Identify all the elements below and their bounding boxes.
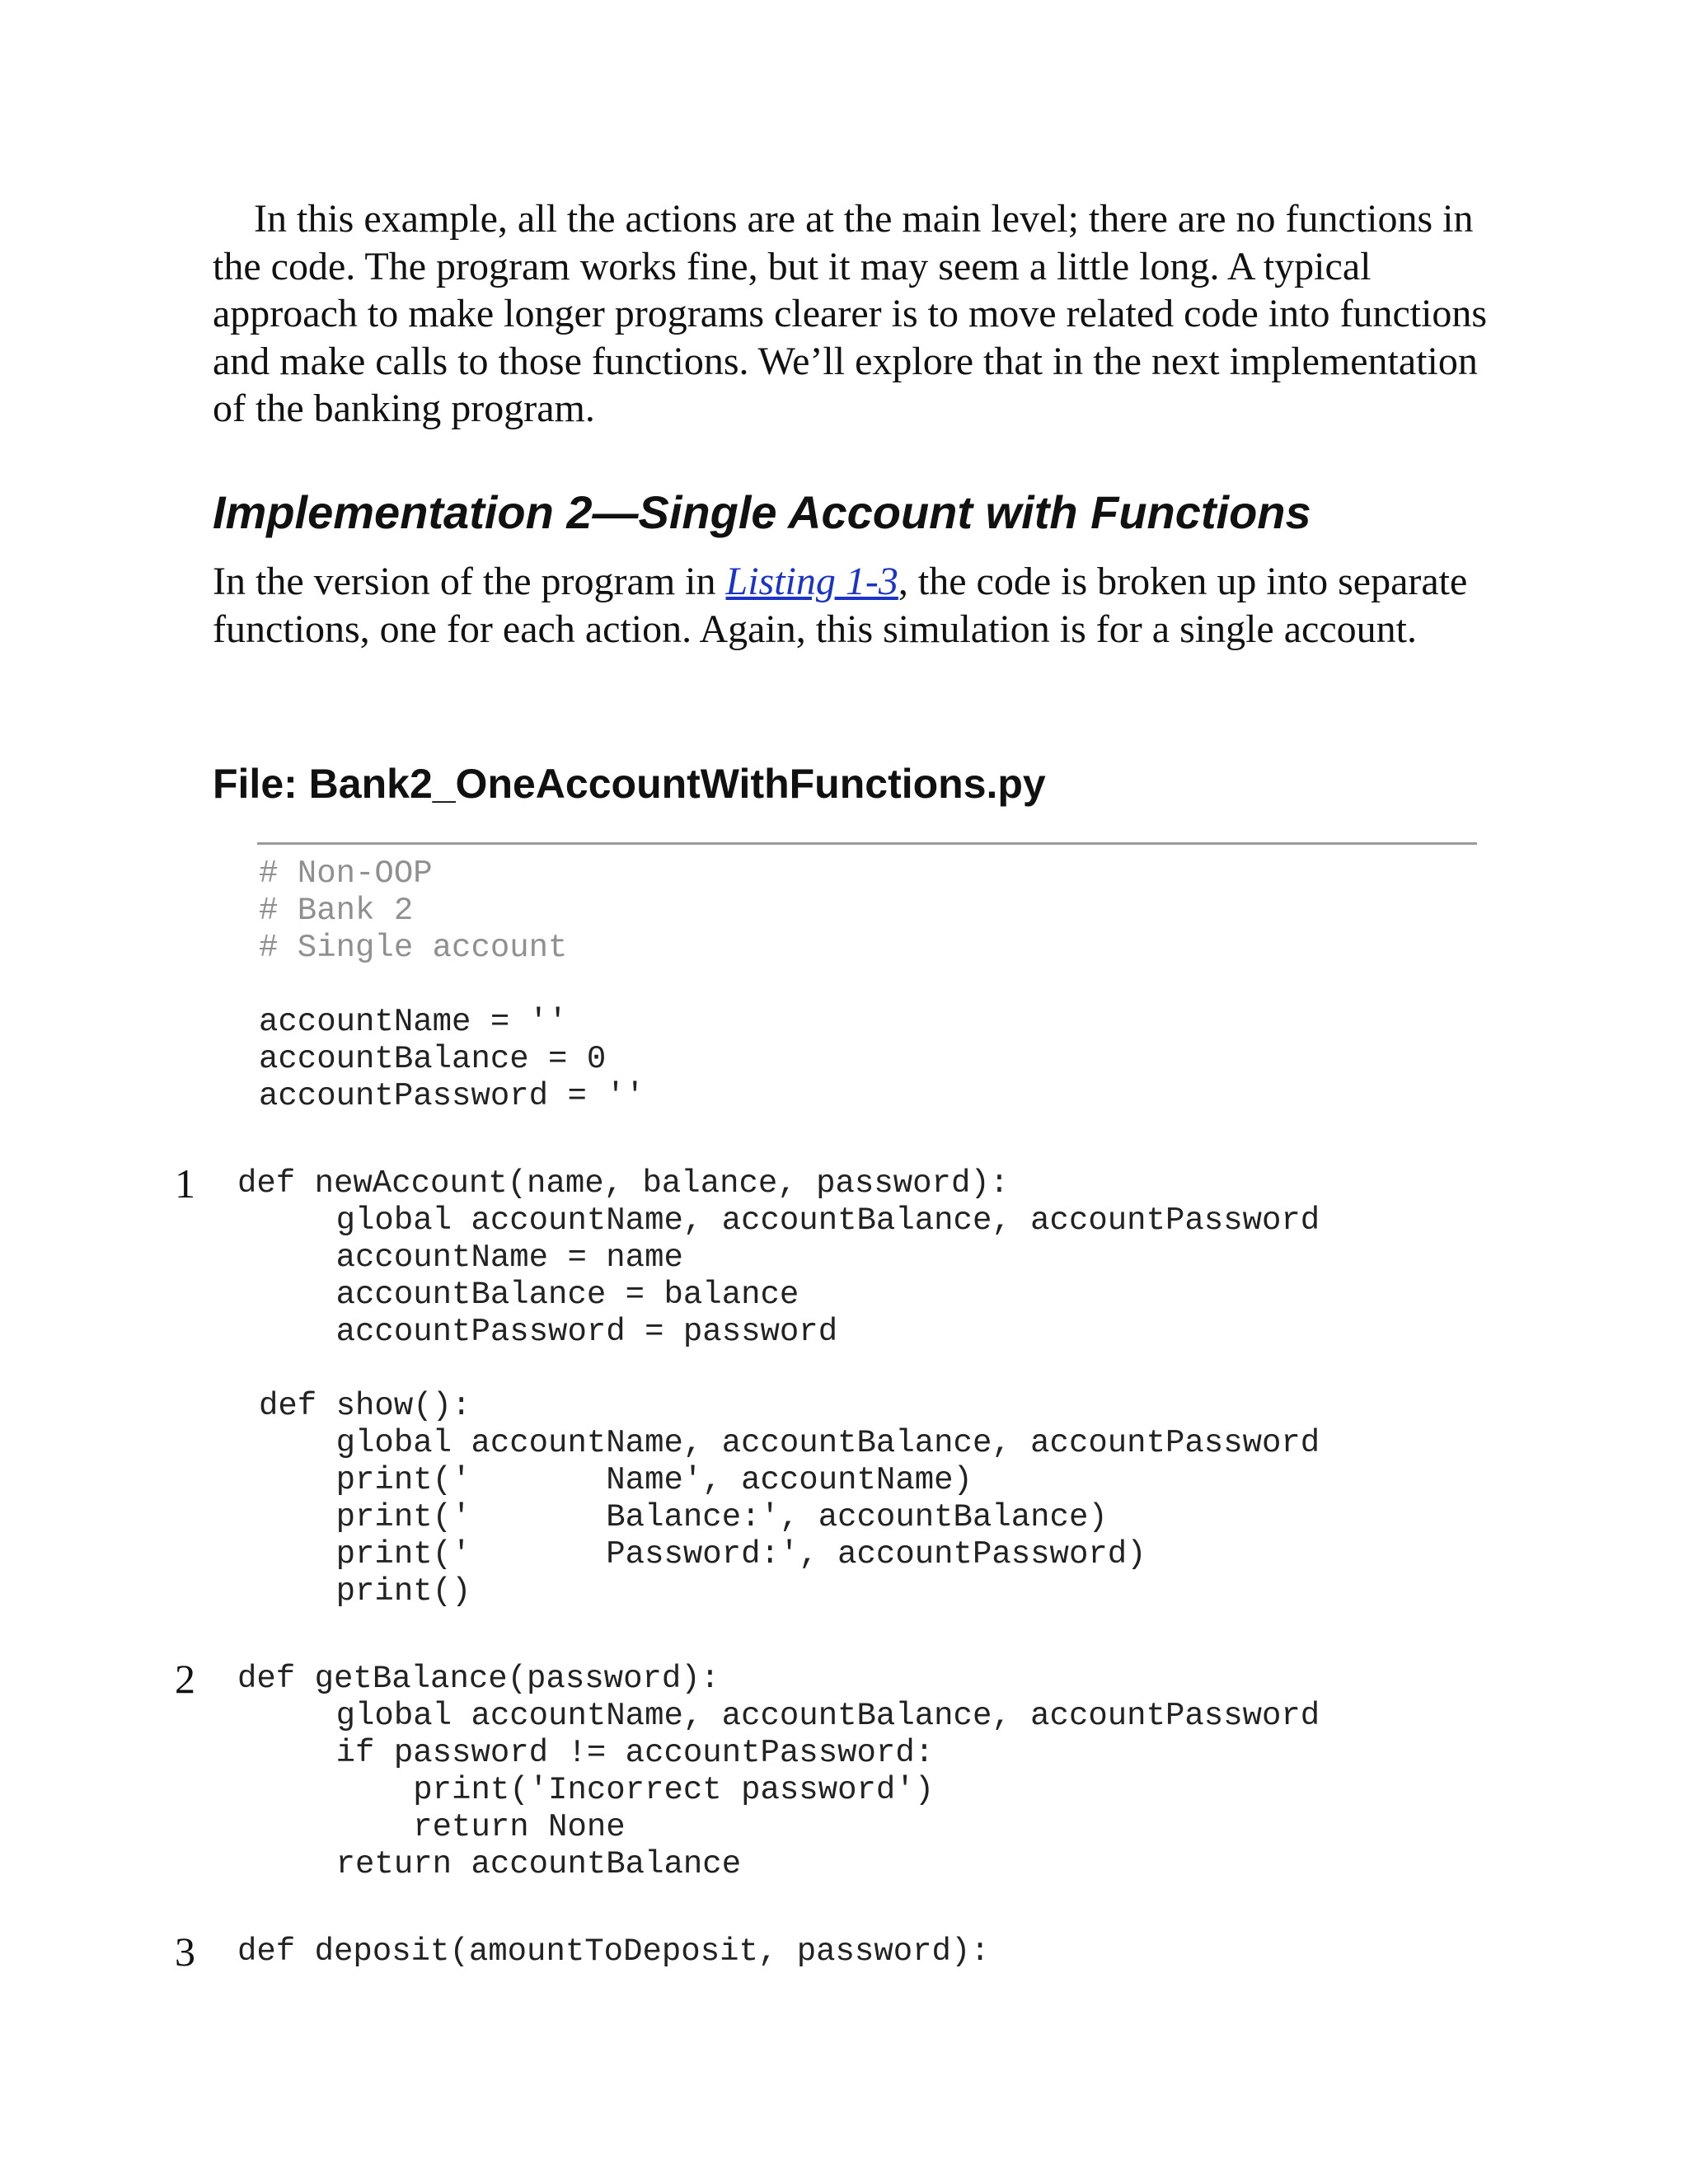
- code-def-text: def newAccount(name, balance, password):: [237, 1165, 1010, 1202]
- code-marker: 1: [175, 1160, 195, 1207]
- code-marker: 2: [175, 1656, 195, 1702]
- code-line: return None: [259, 1809, 626, 1845]
- paragraph-text-after-link: , the code is broken up into separate functions, one for each action. Again, this simulation is for a single account.: [213, 560, 1468, 651]
- code-spacer: [259, 1920, 1320, 1933]
- code-def-text: def getBalance(password):: [237, 1661, 720, 1697]
- code-def-line: [175, 1929, 1320, 1975]
- intro-paragraph: In this example, all the actions are at the main level; there are no functions in the code. The program works fine, but it may seem a little long. A typical approach to make longer programs clearer is to move related code into functions and make calls to those functions. We’ll explore that in the next implementation of the banking program.: [213, 197, 1488, 430]
- code-marker: 3: [175, 1929, 195, 1975]
- code-spacer: [259, 1647, 1320, 1661]
- listing-link[interactable]: Listing 1-3: [725, 560, 898, 603]
- code-blank-line: [259, 1883, 1320, 1920]
- code-def-line: [175, 1160, 1320, 1207]
- section-heading: Implementation 2—Single Account with Functions: [213, 486, 1311, 538]
- code-line: accountBalance = 0: [259, 1041, 607, 1077]
- code-divider: [257, 842, 1477, 845]
- code-comment-line: # Single account: [259, 930, 568, 966]
- paragraph-text-before-link: In the version of the program in: [213, 560, 726, 603]
- code-line: print(' Name', accountName): [259, 1462, 973, 1498]
- file-heading: File: Bank2_OneAccountWithFunctions.py: [213, 761, 1046, 807]
- code-comment-line: # Bank 2: [259, 893, 414, 929]
- code-line: accountBalance = balance: [259, 1277, 799, 1313]
- code-line: print(): [259, 1573, 471, 1610]
- code-line: global accountName, accountBalance, accountPassword: [259, 1202, 1320, 1239]
- code-line: print(' Balance:', accountBalance): [259, 1499, 1108, 1535]
- code-line: global accountName, accountBalance, accountPassword: [259, 1698, 1320, 1734]
- code-blank-line: [259, 967, 1320, 1004]
- code-blank-line: [259, 1610, 1320, 1647]
- code-line: print('Incorrect password'): [259, 1772, 935, 1808]
- code-line: accountPassword = password: [259, 1314, 838, 1350]
- code-blank-line: [259, 1115, 1320, 1152]
- code-comment-line: # Non-OOP: [259, 855, 433, 892]
- code-def-line: def show():: [259, 1388, 471, 1424]
- section-paragraph: [213, 558, 1498, 653]
- code-line: accountName = '': [259, 1004, 568, 1040]
- code-blank-line: [259, 1351, 1320, 1388]
- code-line: accountPassword = '': [259, 1078, 645, 1114]
- code-line: accountName = name: [259, 1240, 683, 1276]
- code-def-text: def deposit(amountToDeposit, password):: [237, 1933, 990, 1970]
- code-line: return accountBalance: [259, 1846, 742, 1882]
- code-spacer: [259, 1152, 1320, 1165]
- code-listing: [175, 855, 1320, 1975]
- code-line: if password != accountPassword:: [259, 1735, 935, 1771]
- code-line: print(' Password:', accountPassword): [259, 1536, 1146, 1572]
- code-line: global accountName, accountBalance, accountPassword: [259, 1425, 1320, 1461]
- code-def-line: [175, 1656, 1320, 1702]
